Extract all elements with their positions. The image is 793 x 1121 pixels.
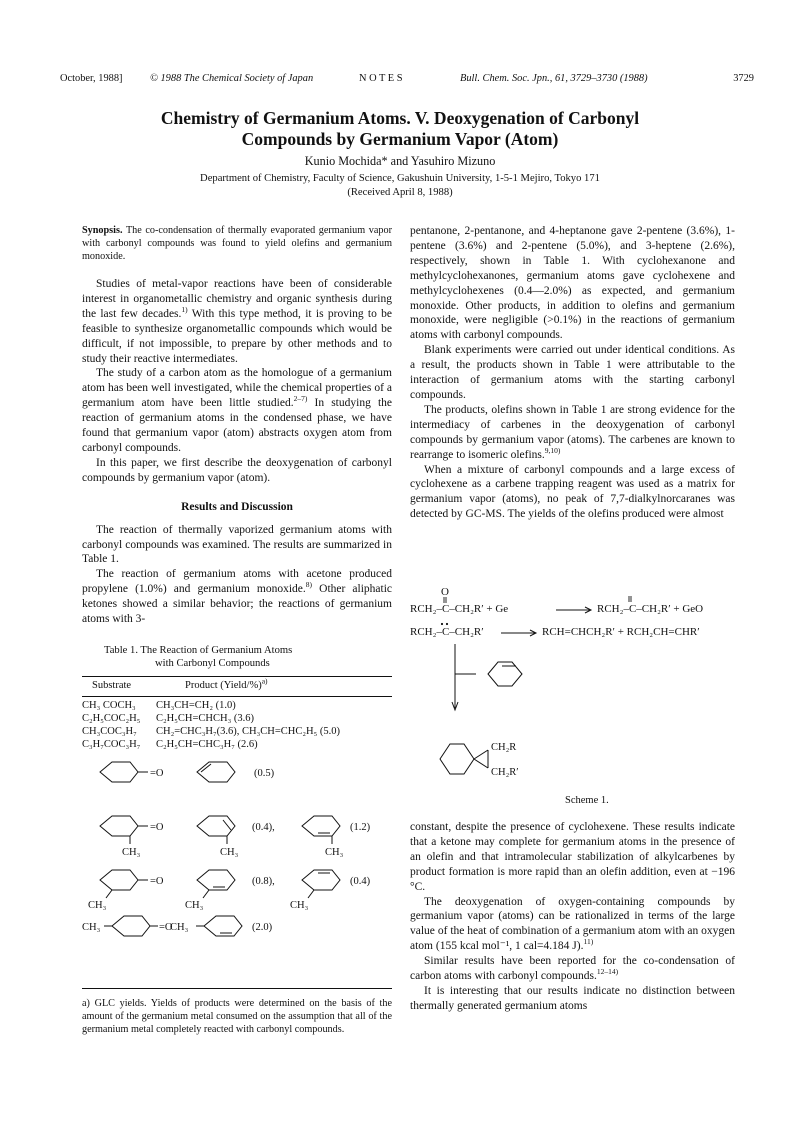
title-line-2: Compounds by Germanium Vapor (Atom) [241,129,559,149]
scheme-structures [430,644,550,799]
methylcyclohexanone-ring [100,870,138,890]
results-p2-tail: Other aliphatic ketones showed a similar behavior; the reactions of germanium atoms with 3- [82,583,393,626]
table-cell-product: C₂H₅CH=CHC₃H₇ (2.6) [156,739,258,750]
table-header-product [185,676,268,693]
table-cell-substrate: C₂H₅COC₂H₅ [82,713,141,724]
synopsis-label: Synopsis. [82,225,123,236]
methylcyclohexanone-ring [100,816,138,836]
right-p6-text: The deoxygenation of oxygen-containing compounds by germanium vapor (atoms) can be rationalized in terms of the large value of the heat of combination of a germanium atom with an oxygen atom (155 kcal mol⁻¹, 1 cal=4.184 J). [410,895,735,953]
methyl-label: CH₃ [220,847,239,858]
scheme-caption: Scheme 1. [565,795,609,806]
paragraph-results-2 [82,567,392,627]
table-cell-product: CH₂=CHC₃H₇(3.6), CH₃CH=CHC₂H₅ (5.0) [156,726,341,737]
synopsis-text: The co-condensation of thermally evaporated germanium vapor with carbonyl compounds was found to yield olefins and germanium monoxide. [82,225,392,262]
synopsis [82,224,392,263]
ref-12-14: 12–14) [596,967,619,977]
norcarane-ring [440,744,474,774]
table-caption [82,644,392,670]
section-heading: Results and Discussion [181,500,293,513]
yield-label: (0.4), [252,822,275,833]
table-caption-line-1: Table 1. The Reaction of Germanium Atoms [104,645,293,656]
oxo-label: =O [150,822,164,833]
methyl-label: CH₃ [325,847,344,858]
ref-9-10: 9,10) [544,445,561,455]
author-line: Kunio Mochida* and Yasuhiro Mizuno [304,154,496,168]
ref-1: 1) [181,304,188,314]
yield-label: (0.5) [254,768,275,779]
methyl-label: CH₃ [290,900,309,911]
table-caption-line-2: with Carbonyl Compounds [155,658,270,669]
yield-label: (0.8), [252,876,275,887]
table-cell-substrate: CH₃COC₃H₇ [82,726,137,737]
methylcyclohexanone-ring [112,916,150,936]
right-column-bottom [410,820,735,1014]
paragraph-right-4: When a mixture of carbonyl compounds and a large excess of cyclohexene as a carbene trapping reagent was used as a matrix for germanium vapor (atoms), no peak of 7,7-dialkylnorcaranes was detected by GC-MS. The yields of the olefins produced were almost [410,463,735,521]
oxo-label: =O [150,768,164,779]
yield-label: (0.4) [350,876,371,887]
scheme-arrow-1 [556,604,596,616]
results-p2-text: The reaction of germanium atoms with acetone produced propylene (1.0%) and germanium monoxide. [82,568,392,596]
ref-11: 11) [583,937,594,947]
header-page-number: 3729 [733,73,754,84]
article-title [60,108,740,150]
paragraph-right-1: pentanone, 2-pentanone, and 4-heptanone gave 2-pentene (3.6%), 1-pentene (3.6%) and 2-pentene (5.0%), and 3-heptene (2.6%), respectively, shown in Table 1. With cyclohexanone and methylcyclohexanones, germanium atoms gave cyclohexene and methylcyclohexenes (0.4—2.0%) as expected, and germanium monoxide. Other products, in addition to olefins and germanium monoxide, were negligible (>0.1%) in the reactions of germanium atoms with carbonyl compounds. [410,225,735,342]
methyl-label: CH₃ [170,922,189,933]
header-citation: Bull. Chem. Soc. Jpn., 61, 3729–3730 (1988) [460,73,648,84]
methyl-label: CH₃ [88,900,107,911]
paragraph-right-3 [410,403,735,463]
table-top-rule [82,676,392,677]
table-cell-product: C₂H₅CH=CHCH₃ (3.6) [156,713,254,724]
oxo-label: =O [159,922,173,933]
scheme-arrow-2 [501,627,541,639]
header-notes: N O T E S [359,73,403,84]
table-header-product-text: Product (Yield/%) [185,680,262,691]
intro-p2-text: The study of a carbon atom as the homologue of a germanium atom has been well investigated, while the chemical properties of a germanium atom have been little studied. [82,367,392,410]
paragraph-right-8: It is interesting that our results indicate no distinction between thermally generated germanium atoms [410,984,735,1012]
header-copyright: © 1988 The Chemical Society of Japan [150,73,314,84]
ref-2: 2–7) [293,394,308,404]
yield-label: (2.0) [252,922,273,933]
scheme-reaction-1-right: RCH₂–C–CH₂R′ + GeO [597,603,704,615]
paragraph-right-5: constant, despite the presence of cyclohexene. These results indicate that a ketone may complete for germanium atoms in the presence of an olefin and that intramolecular stabilization of alkylcarbenes by product formation is more rapid than an olefin addition, even at −196 °C. [410,821,735,893]
table-cell-substrate: C₃H₇COC₃H₇ [82,739,141,750]
table-header-rule [82,696,392,697]
table-cell-product: CH₃CH=CH₂ (1.0) [156,700,236,711]
table-1 [82,676,392,996]
scheme-reaction-2-right: RCH=CHCH₂R′ + RCH₂CH=CHR′ [542,626,700,638]
ref-8: 8) [305,580,313,590]
table-footnote: a) GLC yields. Yields of products were determined on the basis of the amount of the germanium metal consumed on the assumption that all of the germanium metal completely reacted with carbonyl compounds. [82,998,392,1035]
right-column-top [410,224,735,522]
right-p7-text: Similar results have been reported for the co-condensation of carbon atoms with carbonyl compounds. [410,955,735,983]
methyl-label: CH₃ [82,922,101,933]
table-bottom-rule [82,988,392,989]
table-header-note: a) [261,676,268,686]
intro-p1-tail: With this type method, it is proving to be feasible to synthesize organometallic compounds which would be difficult, if not impossible, to prepare by other methods and to study their reactive intermediates. [82,307,393,365]
paragraph-intro-2 [82,366,392,455]
right-p3-text: The products, olefins shown in Table 1 are strong evidence for the intermediacy of carbenes in the deoxygenation of carbonyl compounds by germanium vapor (atoms). The carbenes are known to rearrange to isomeric olefins. [410,403,735,461]
paragraph-intro-3: In this paper, we first describe the deoxygenation of carbonyl compounds by germanium vapor (atom). [82,456,392,484]
scheme-oxygen-label: O [441,586,449,598]
affiliation-block [60,172,740,200]
header-date: October, 1988] [60,73,123,84]
paragraph-results-1: The reaction of thermally vaporized germanium atoms with carbonyl compounds was examined. The results are summarized in Table 1. [82,523,392,566]
table-ring-structures [82,754,392,994]
scheme-double-bond [625,592,635,604]
oxo-label: =O [150,876,164,887]
methyl-label: CH₃ [122,847,141,858]
paragraph-right-7 [410,954,735,984]
affiliation: Department of Chemistry, Faculty of Science, Gakushuin University, 1-5-1 Mejiro, Tokyo 171 [200,173,600,184]
cyclohexanone-ring [100,762,138,782]
scheme-1 [410,586,740,814]
scheme-reaction-1-left: RCH₂–C–CH₂R′ + Ge [410,603,509,615]
cyclohexene-ring [197,762,235,782]
paragraph-right-2: Blank experiments were carried out under identical conditions. As a result, the products shown in Table 1 were attributable to the interaction of germanium atoms with the starting carbonyl compounds. [410,344,735,401]
paragraph-intro-1 [82,277,392,366]
table-cell-substrate: CH₃ COCH₃ [82,700,136,711]
paragraph-right-6 [410,895,735,955]
scheme-reaction-2-left: RCH₂–C–CH₂R′ [410,626,484,638]
methylcyclohexene-ring [197,816,235,836]
scheme-product-ch2r: CH₂R [491,742,517,753]
received-date: (Received April 8, 1988) [347,187,453,198]
scheme-product-ch2r-prime: CH₂R′ [491,767,519,778]
intro-p1-text: Studies of metal-vapor reactions have been of considerable interest in organometallic chemistry and organic synthesis during the last few decades. [82,278,392,320]
table-header-substrate: Substrate [92,680,132,691]
methyl-label: CH₃ [185,900,204,911]
title-line-1: Chemistry of Germanium Atoms. V. Deoxygenation of Carbonyl [160,108,640,128]
intro-p2-tail: In studying the reaction of germanium atoms in the condensed phase, we have found that germanium vapor (atom) abstracts oxygen atom from carbonyl compounds. [82,397,393,454]
yield-label: (1.2) [350,822,371,833]
left-column [82,224,392,627]
